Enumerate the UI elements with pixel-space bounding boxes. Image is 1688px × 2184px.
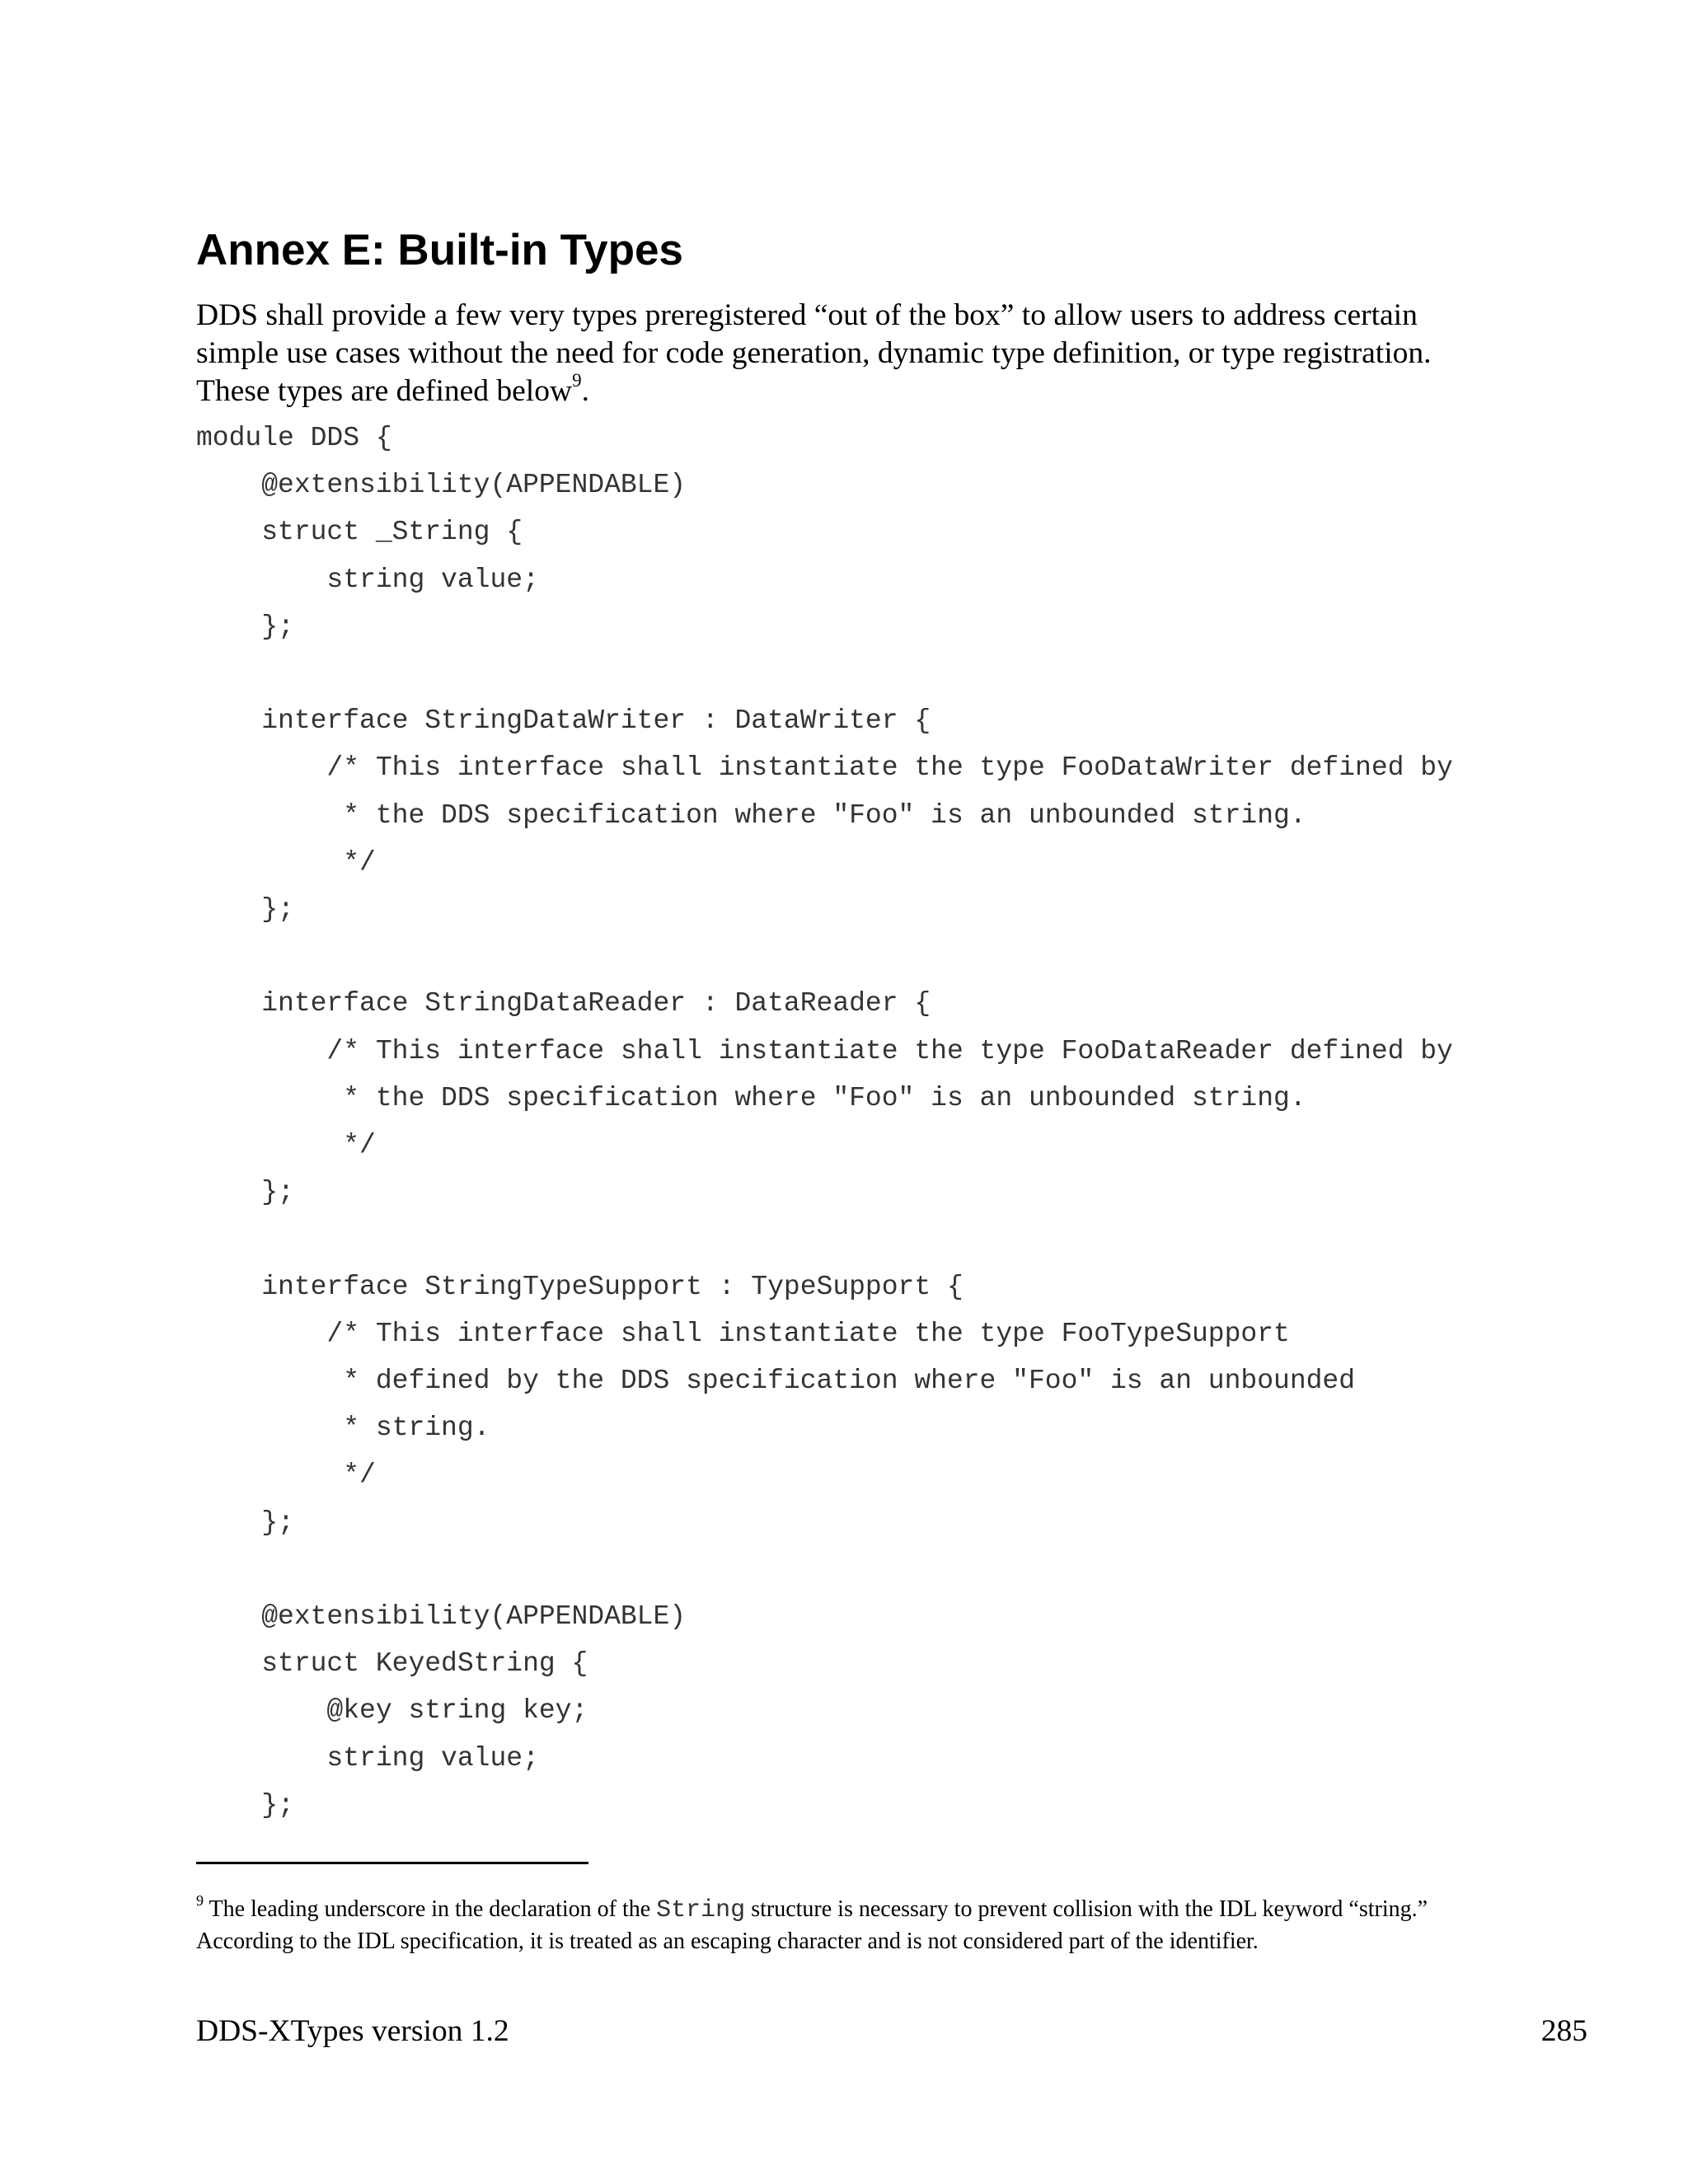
code-line: struct KeyedString {	[196, 1648, 588, 1680]
code-line: */	[196, 1130, 376, 1160]
code-line: /* This interface shall instantiate the type FooDataReader defined by	[196, 1035, 1453, 1066]
code-line: module DDS {	[196, 423, 392, 453]
code-line: };	[196, 1789, 294, 1821]
code-line: string value;	[196, 564, 539, 595]
annex-heading: Annex E: Built-in Types	[196, 226, 683, 274]
code-line: /* This interface shall instantiate the type FooTypeSupport	[196, 1318, 1290, 1349]
code-line: interface StringDataReader : DataReader {	[196, 988, 931, 1019]
code-line: * the DDS specification where "Foo" is an unbounded string.	[196, 1082, 1306, 1113]
code-line: };	[196, 1177, 294, 1208]
code-line: */	[196, 1460, 376, 1491]
code-line: interface StringTypeSupport : TypeSupport {	[196, 1271, 964, 1302]
code-line: string value;	[196, 1742, 539, 1774]
code-line: struct _String {	[196, 517, 523, 548]
code-line: @extensibility(APPENDABLE)	[196, 470, 687, 501]
code-line: * defined by the DDS specification where "Foo" is an unbounded	[196, 1366, 1356, 1396]
footnote-text-after: structure is necessary to prevent collision with the IDL keyword “string.” According to the IDL specification, it is treated as an escaping character and is not considered part of the identifier.	[196, 1896, 1428, 1954]
intro-paragraph	[196, 297, 1482, 410]
footnote-code: String	[656, 1896, 746, 1924]
footnote	[196, 1891, 1482, 1957]
footer-document-title: DDS-XTypes version 1.2	[196, 2014, 509, 2048]
code-line: * the DDS specification where "Foo" is an unbounded string.	[196, 799, 1306, 831]
footnote-separator	[196, 1862, 588, 1864]
code-line: @extensibility(APPENDABLE)	[196, 1601, 687, 1632]
intro-text-end: .	[581, 374, 589, 408]
footer-page-number: 285	[1540, 2014, 1587, 2048]
code-line: /* This interface shall instantiate the type FooDataWriter defined by	[196, 752, 1453, 784]
code-line: };	[196, 611, 294, 642]
code-line: */	[196, 846, 376, 878]
code-line: };	[196, 894, 294, 925]
footnote-text-before: The leading underscore in the declaration of the	[204, 1896, 657, 1922]
footnote-reference[interactable]: 9	[572, 369, 582, 391]
intro-text: DDS shall provide a few very types preregistered “out of the box” to allow users to address certain simple use cases without the need for code generation, dynamic type definition, or type registration. These types are defined below	[196, 298, 1432, 408]
code-line: * string.	[196, 1413, 490, 1444]
code-line: interface StringDataWriter : DataWriter {	[196, 705, 931, 737]
code-line: @key string key;	[196, 1695, 588, 1727]
footnote-number: 9	[196, 1891, 204, 1909]
code-line: };	[196, 1507, 294, 1538]
